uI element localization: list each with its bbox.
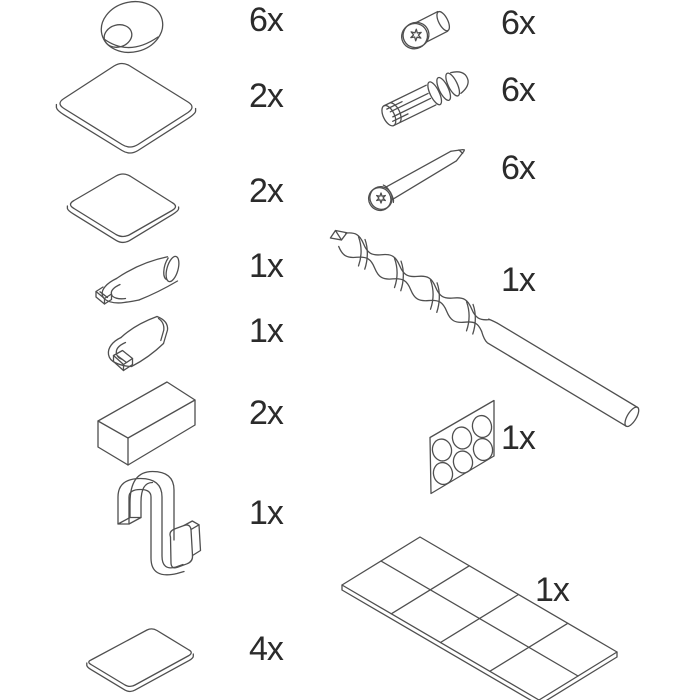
qty-label-long-screw: 6x bbox=[501, 149, 535, 187]
s-hook-icon bbox=[118, 472, 201, 575]
qty-label-grid-sheet: 1x bbox=[535, 571, 569, 609]
spacer-block-icon bbox=[98, 382, 195, 465]
glider-clip-a-icon bbox=[96, 255, 181, 304]
cover-cap-icon bbox=[96, 0, 168, 59]
qty-label-thin-pad: 4x bbox=[249, 630, 283, 668]
qty-label-glider-clip-b: 1x bbox=[249, 312, 283, 350]
qty-label-short-screw: 6x bbox=[501, 4, 535, 42]
qty-label-small-square-pad: 2x bbox=[249, 172, 283, 210]
grid-sheet-icon bbox=[342, 537, 617, 700]
qty-label-hole-sheet: 1x bbox=[501, 419, 535, 457]
qty-label-wall-plug: 6x bbox=[501, 71, 535, 109]
hole-sheet-icon bbox=[430, 401, 495, 494]
glider-clip-b-icon bbox=[108, 317, 167, 371]
qty-label-spacer-block: 2x bbox=[249, 394, 283, 432]
wall-plug-icon bbox=[378, 66, 472, 129]
drill-bit-icon bbox=[326, 224, 644, 429]
thin-pad-icon bbox=[87, 629, 194, 692]
qty-label-large-square-pad: 2x bbox=[249, 77, 283, 115]
long-screw-icon bbox=[364, 140, 470, 215]
qty-label-glider-clip-a: 1x bbox=[249, 247, 283, 285]
qty-label-s-hook: 1x bbox=[249, 494, 283, 532]
qty-label-cover-cap: 6x bbox=[249, 1, 283, 39]
large-square-pad-icon bbox=[56, 64, 195, 154]
qty-label-drill-bit: 1x bbox=[501, 261, 535, 299]
short-screw-icon bbox=[397, 8, 453, 53]
small-square-pad-icon bbox=[67, 174, 178, 242]
